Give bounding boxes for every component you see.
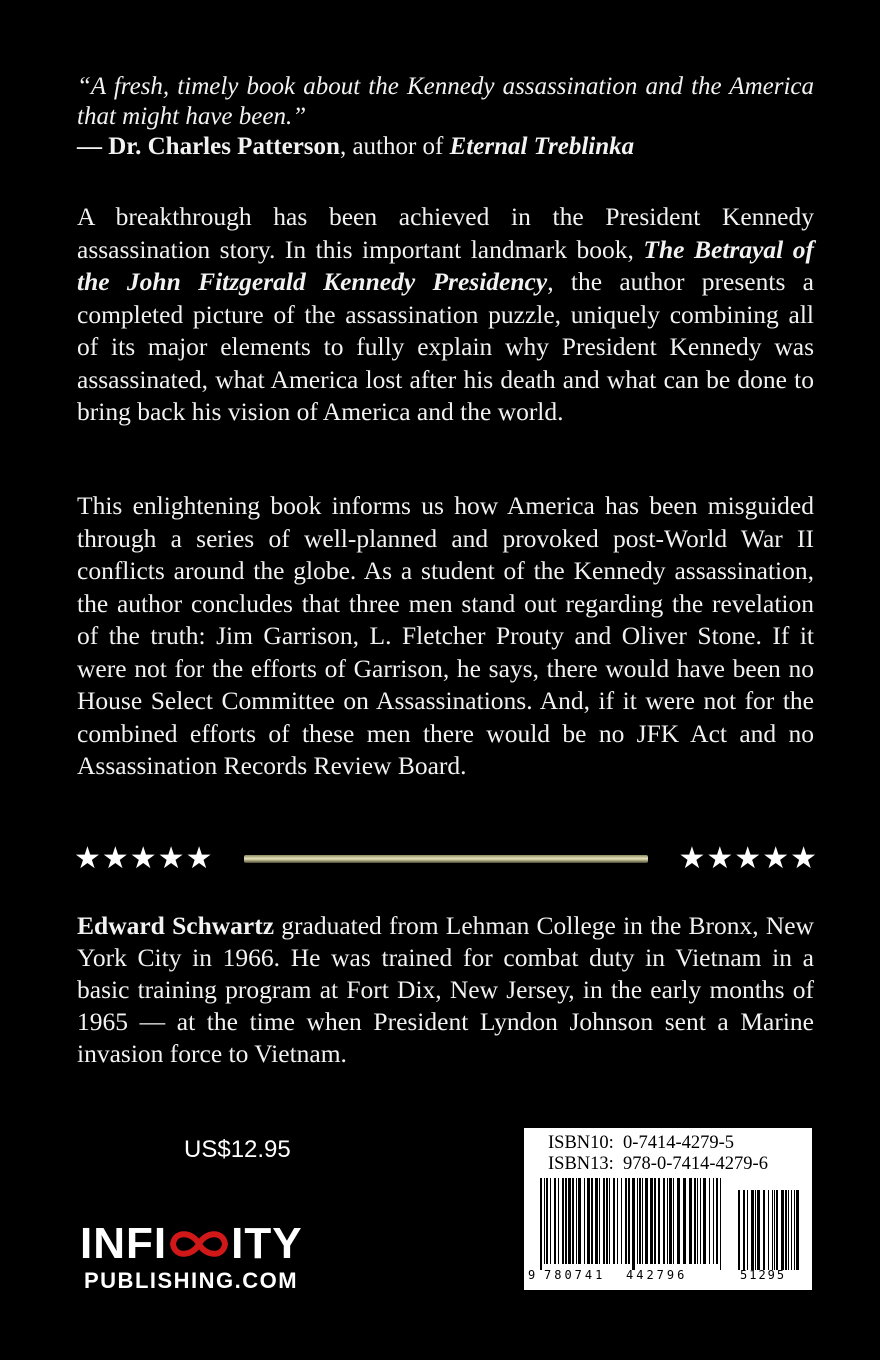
barcode-left-digits: 780741: [544, 1268, 606, 1282]
barcode-bar: [628, 1178, 630, 1264]
para1-text-start: A breakthrough has been achieved in the President Kennedy assassination story. In this important landmark book,: [77, 202, 814, 264]
barcode-bar: [572, 1178, 574, 1264]
barcode-bar: [617, 1178, 618, 1264]
barcode-bar: [658, 1178, 660, 1264]
barcode-bar: [540, 1178, 542, 1270]
barcode-bar: [613, 1178, 615, 1264]
barcode-bar: [565, 1178, 567, 1264]
barcode-bar: [603, 1178, 605, 1264]
barcode-bar: [663, 1178, 665, 1264]
barcode-bar: [599, 1178, 600, 1264]
publisher-name-part2: ITY: [231, 1219, 303, 1268]
barcode-bar: [743, 1190, 745, 1270]
infinity-icon: [167, 1222, 231, 1266]
barcode-bar: [673, 1178, 674, 1264]
barcode-bar: [587, 1178, 590, 1264]
barcode-bar: [609, 1178, 610, 1264]
barcode-bar: [716, 1178, 718, 1264]
barcode-bar: [568, 1178, 571, 1264]
barcode-bar: [713, 1178, 714, 1264]
barcode-bar: [544, 1178, 545, 1264]
barcode-bar: [700, 1178, 701, 1264]
isbn10-label: ISBN10:: [548, 1133, 614, 1153]
barcode-bar: [645, 1178, 648, 1264]
barcode-bar: [654, 1178, 656, 1264]
barcode-bar: [683, 1178, 686, 1264]
barcode-bar: [576, 1178, 577, 1264]
divider-rule: [244, 855, 648, 863]
book-title: The Betrayal of the John Fitzgerald Kennedy Presidency: [77, 234, 814, 296]
barcode-bar: [584, 1178, 585, 1264]
barcode-bar: [755, 1190, 756, 1270]
barcode-bar: [669, 1178, 672, 1264]
quote-text: “A fresh, timely book about the Kennedy assassination and the America that might have been.”: [77, 73, 814, 130]
barcode-bar: [796, 1190, 799, 1270]
stars-left-icon: ★★★★★: [74, 841, 214, 876]
barcode-bar: [791, 1190, 792, 1270]
barcode-bar: [788, 1190, 789, 1270]
isbn13-line: [548, 1154, 768, 1174]
barcode-bar: [621, 1178, 622, 1264]
isbn13-label: ISBN13:: [548, 1154, 614, 1174]
barcode-bar: [697, 1178, 698, 1264]
publisher-wordmark: [80, 1219, 410, 1268]
barcode-bar: [591, 1178, 593, 1264]
barcode-bar: [595, 1178, 598, 1264]
barcode-bar: [562, 1178, 564, 1264]
description-paragraph-2: This enlightening book informs us how America has been misguided through a series of well-planned and provoked post-World War II conflicts around the globe. As a student of the Kennedy assassination, the author concludes that three men stand out regarding the revelation of the truth: Jim Garrison, L. Fletcher Prouty and Oliver Stone. If it were not for the efforts of Garrison, he says, there would have been no House Select Committee on Assassinations. And, if it were not for the combined efforts of these men there would be no JFK Act and no Assassination Records Review Board.: [77, 491, 814, 780]
barcode-bar: [694, 1178, 696, 1264]
quote-book-title: Eternal Treblinka: [449, 133, 635, 160]
barcode-bar: [751, 1190, 754, 1270]
barcode-bar: [757, 1190, 760, 1270]
quote-dash: —: [77, 133, 109, 160]
barcode-bar: [709, 1178, 710, 1264]
bio-text: graduated from Lehman College in the Bronx, New York City in 1966. He was trained for combat duty in Vietnam in a basic training program at Fort Dix, New Jersey, in the early months of 1965 — at the time when President Lyndon Johnson sent a Marine invasion force to Vietnam.: [77, 911, 814, 1068]
barcode-addon-digits: 51295: [740, 1268, 787, 1282]
author-name: Edward Schwartz: [77, 911, 275, 940]
quote-author-suffix: , author of: [339, 133, 450, 160]
barcode-bar: [781, 1190, 784, 1270]
barcode-bar: [625, 1178, 627, 1264]
barcode-bar: [738, 1190, 740, 1270]
barcode-bar: [632, 1178, 635, 1270]
barcode-bar: [774, 1190, 775, 1270]
barcode-bar: [606, 1178, 608, 1264]
barcode-bar: [637, 1178, 638, 1264]
price: US$12.95: [184, 1136, 291, 1163]
barcode-bars: [534, 1178, 804, 1270]
barcode-first-digit: 9: [528, 1268, 536, 1282]
barcode-right-digits: 442796: [626, 1268, 688, 1282]
barcode-bar: [772, 1190, 773, 1270]
barcode-bar: [639, 1178, 641, 1264]
barcode-bar: [763, 1190, 765, 1270]
barcode-bar: [747, 1190, 748, 1270]
isbn13-value: 978-0-7414-4279-6: [623, 1154, 768, 1174]
barcode-bar: [794, 1190, 795, 1270]
author-bio: [77, 910, 814, 1070]
para1-text-end: , the author presents a completed picture of the assassination puzzle, uniquely combining all of its major elements to fully explain why President Kennedy was assassinated, what America lost after his death and what can be done to bring back his vision of America and the world.: [77, 267, 814, 426]
barcode-bar: [768, 1190, 769, 1270]
barcode-bar: [550, 1178, 551, 1264]
publisher-name-part1: INFI: [80, 1219, 168, 1268]
stars-right-icon: ★★★★★: [678, 841, 818, 876]
isbn10-line: [548, 1133, 734, 1153]
barcode-bar: [677, 1178, 680, 1264]
publisher-logo: [80, 1219, 410, 1294]
quote-attribution: [77, 132, 814, 162]
barcode-bar: [578, 1178, 581, 1264]
publisher-subtitle: PUBLISHING.COM: [84, 1268, 299, 1293]
barcode-bar: [650, 1178, 653, 1264]
barcode-bar: [546, 1178, 548, 1264]
isbn-barcode: [524, 1128, 812, 1290]
barcode-bar: [785, 1190, 787, 1270]
barcode-bar: [667, 1178, 668, 1264]
barcode-bar: [689, 1178, 692, 1264]
description-paragraph-1: [77, 201, 814, 429]
barcode-bar: [558, 1178, 559, 1264]
quote-author: Dr. Charles Patterson: [108, 133, 340, 160]
endorsement-quote: [77, 72, 814, 162]
barcode-bar: [776, 1190, 778, 1270]
barcode-bar: [720, 1178, 721, 1270]
barcode-bar: [554, 1178, 556, 1264]
barcode-bar: [703, 1178, 706, 1264]
star-divider: [74, 842, 818, 876]
barcode-bar: [642, 1178, 643, 1264]
isbn10-value: 0-7414-4279-5: [623, 1133, 735, 1153]
